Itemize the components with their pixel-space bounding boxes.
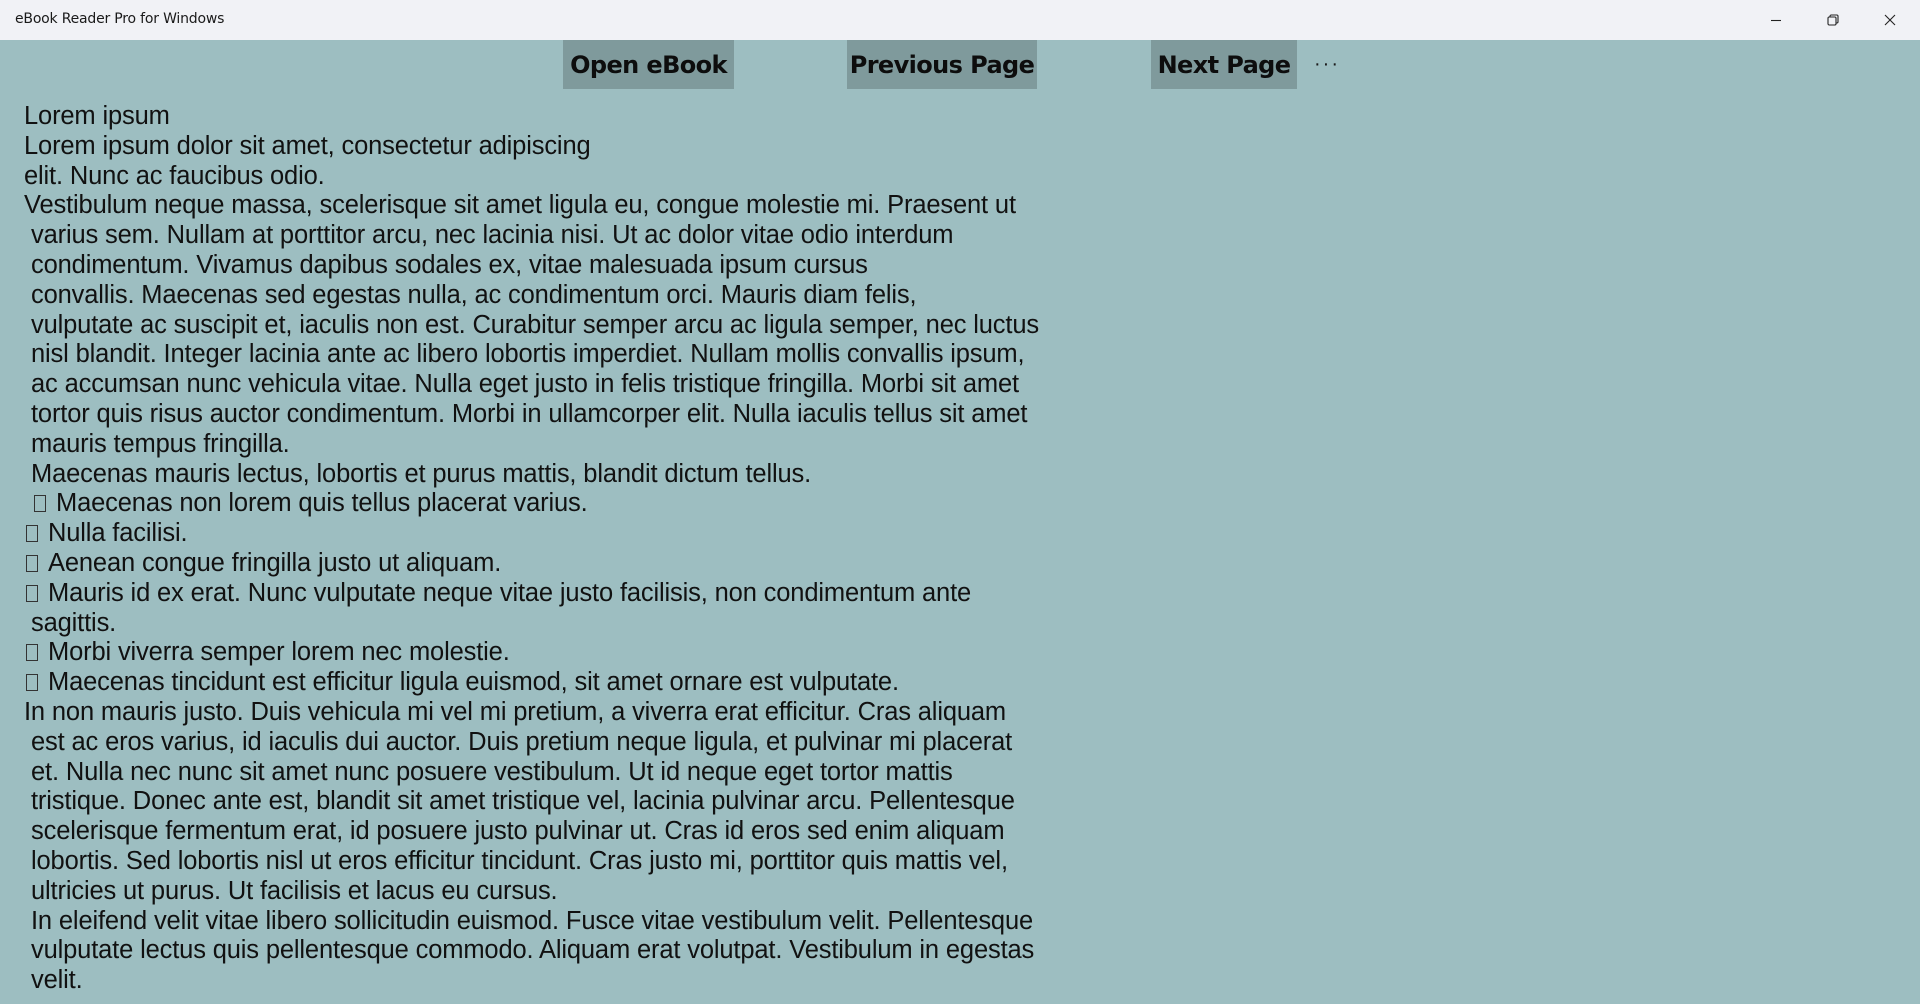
more-options-button[interactable] bbox=[1305, 40, 1349, 89]
missing-glyph-bullet-icon bbox=[26, 674, 38, 691]
restore-button[interactable] bbox=[1805, 0, 1861, 40]
next-page-button[interactable]: Next Page bbox=[1151, 40, 1297, 89]
text-line: varius sem. Nullam at porttitor arcu, nec lacinia nisi. Ut ac dolor vitae odio interdum bbox=[31, 221, 954, 250]
text-line: est ac eros varius, id iaculis dui auctor. Duis pretium neque ligula, et pulvinar mi placerat bbox=[31, 727, 1013, 756]
missing-glyph-bullet-icon bbox=[34, 495, 46, 512]
text-line: nisl blandit. Integer lacinia ante ac libero lobortis imperdiet. Nullam mollis convallis ipsum, bbox=[31, 340, 1025, 369]
book-title-line: Lorem ipsum bbox=[24, 102, 170, 130]
ellipsis-icon: ··· bbox=[1314, 53, 1340, 75]
text-line: velit. bbox=[31, 966, 83, 995]
previous-page-button[interactable]: Previous Page bbox=[847, 40, 1037, 89]
restore-icon bbox=[1827, 14, 1839, 26]
ebook-page-text bbox=[24, 102, 1124, 996]
text-line: Lorem ipsum dolor sit amet, consectetur adipiscing bbox=[24, 131, 591, 160]
list-item bbox=[24, 489, 1124, 519]
text-line: ultricies ut purus. Ut facilisis et lacus eu cursus. bbox=[31, 876, 558, 905]
text-line: Vestibulum neque massa, scelerisque sit amet ligula eu, congue molestie mi. Praesent ut bbox=[24, 191, 1016, 220]
close-button[interactable] bbox=[1862, 0, 1918, 40]
list-item bbox=[24, 638, 1124, 668]
list-item bbox=[24, 549, 1124, 579]
list-item-text: Mauris id ex erat. Nunc vulputate neque vitae justo facilisis, non condimentum ante bbox=[48, 578, 972, 607]
missing-glyph-bullet-icon bbox=[26, 585, 38, 602]
list-item-text: Maecenas tincidunt est efficitur ligula euismod, sit amet ornare est vulputate. bbox=[48, 668, 899, 697]
text-line: vulputate ac suscipit et, iaculis non est. Curabitur semper arcu ac ligula semper, nec luctus bbox=[31, 310, 1039, 339]
list-item bbox=[24, 519, 1124, 549]
missing-glyph-bullet-icon bbox=[26, 555, 38, 572]
text-line: In eleifend velit vitae libero sollicitudin euismod. Fusce vitae vestibulum velit. Pellentesque bbox=[31, 906, 1034, 935]
text-line: mauris tempus fringilla. bbox=[31, 429, 290, 458]
list-item bbox=[24, 579, 1124, 609]
text-line: tortor quis risus auctor condimentum. Morbi in ullamcorper elit. Nulla iaculis tellus sit amet bbox=[31, 399, 1028, 428]
text-line: Maecenas mauris lectus, lobortis et purus mattis, blandit dictum tellus. bbox=[31, 459, 812, 488]
text-line: tristique. Donec ante est, blandit sit amet tristique vel, lacinia pulvinar arcu. Pellentesque bbox=[31, 787, 1015, 816]
missing-glyph-bullet-icon bbox=[26, 644, 38, 661]
list-item-continuation: sagittis. bbox=[31, 608, 117, 637]
list-item-text: Maecenas non lorem quis tellus placerat varius. bbox=[56, 489, 588, 518]
window-title: eBook Reader Pro for Windows bbox=[15, 11, 225, 27]
title-bar[interactable] bbox=[0, 0, 1920, 40]
text-line: convallis. Maecenas sed egestas nulla, ac condimentum orci. Mauris diam felis, bbox=[31, 280, 917, 309]
list-item-text: Nulla facilisi. bbox=[48, 519, 188, 548]
text-line: ac accumsan nunc vehicula vitae. Nulla eget justo in felis tristique fringilla. Morbi sit amet bbox=[31, 370, 1019, 399]
text-line: vulputate lectus quis pellentesque commodo. Aliquam erat volutpat. Vestibulum in egestas bbox=[31, 936, 1035, 965]
minimize-icon bbox=[1770, 14, 1782, 26]
list-item bbox=[24, 668, 1124, 698]
list-item-text: Morbi viverra semper lorem nec molestie. bbox=[48, 638, 510, 667]
text-line: elit. Nunc ac faucibus odio. bbox=[24, 161, 325, 190]
text-line: et. Nulla nec nunc sit amet nunc posuere vestibulum. Ut id neque eget tortor mattis bbox=[31, 757, 953, 786]
list-item-text: Aenean congue fringilla justo ut aliquam. bbox=[48, 548, 502, 577]
text-line: scelerisque fermentum erat, id posuere justo pulvinar ut. Cras id eros sed enim aliquam bbox=[31, 817, 1005, 846]
open-ebook-button[interactable]: Open eBook bbox=[563, 40, 734, 89]
close-icon bbox=[1884, 14, 1896, 26]
text-line: lobortis. Sed lobortis nisl ut eros efficitur tincidunt. Cras justo mi, porttitor quis mattis vel, bbox=[31, 846, 1008, 875]
text-line: condimentum. Vivamus dapibus sodales ex, vitae malesuada ipsum cursus bbox=[31, 250, 868, 279]
minimize-button[interactable] bbox=[1748, 0, 1804, 40]
reader-content-area bbox=[0, 40, 1920, 1004]
text-line: In non mauris justo. Duis vehicula mi vel mi pretium, a viverra erat efficitur. Cras aliquam bbox=[24, 697, 1007, 726]
missing-glyph-bullet-icon bbox=[26, 525, 38, 542]
